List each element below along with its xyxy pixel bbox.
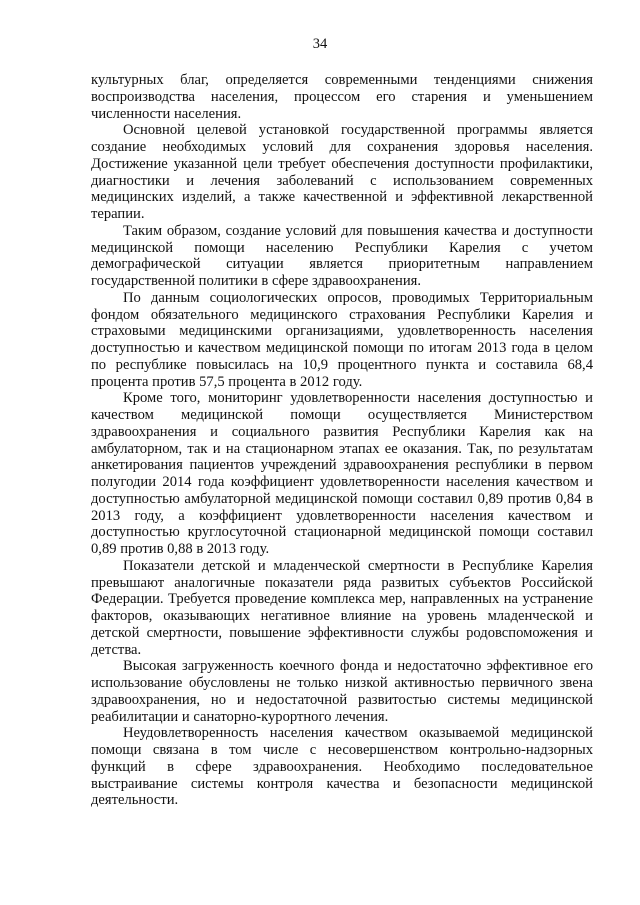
paragraph-mortality: Показатели детской и младенческой смертности в Республике Карелия превышают аналогичные показатели ряда развитых субъектов Российской Федерации. Требуется проведение комплекса мер, направленных на устранение факторов, оказывающих негативное влияние на уровень младенческой и детской смертности, повышение эффективности службы родовспоможения и детства. [91, 557, 593, 658]
page-number: 34 [312, 36, 328, 52]
paragraph-bed-capacity: Высокая загруженность коечного фонда и недостаточно эффективное его использование обусловлены не только низкой активностью первичного звена здравоохранения, но и недостаточной развитостью системы медицинской реабилитации и санаторно-курортного лечения. [91, 658, 593, 725]
paragraph-monitoring: Кроме того, мониторинг удовлетворенности населения доступностью и качеством медицинской помощи осуществляется Министерством здравоохранения и социального развития Республики Карелия как на амбулаторном, так и на стационарном этапах ее оказания. Так, по результатам анкетирования пациентов учреждений здравоохранения республики в первом полугодии 2014 года коэффициент удовлетворенности населения качеством и доступностью амбулаторной медицинской помощи составил 0,89 против 0,84 в 2013 году, а коэффициент удовлетворенности населения качеством и доступностью круглосуточной стационарной медицинской помощи составил 0,89 против 0,88 в 2013 году. [91, 390, 593, 557]
paragraph-priority: Таким образом, создание условий для повышения качества и доступности медицинской помощи населению Республики Карелия с учетом демографической ситуации является приоритетным направлением государственной политики в сфере здравоохранения. [91, 222, 593, 289]
paragraph-program-goal: Основной целевой установкой государственной программы является создание необходимых условий для сохранения здоровья населения. Достижение указанной цели требует обеспечения доступности профилактики, диагностики и лечения заболеваний с использованием современных медицинских изделий, а также качественной и эффективной лекарственной терапии. [91, 122, 593, 222]
paragraph-continuation: культурных благ, определяется современными тенденциями снижения воспроизводства населения, процессом его старения и уменьшением численности населения. [91, 72, 593, 122]
body-text [91, 72, 593, 809]
paragraph-quality-control: Неудовлетворенность населения качеством оказываемой медицинской помощи связана в том числе с несовершенством контрольно-надзорных функций в сфере здравоохранения. Необходимо последовательное выстраивание системы контроля качества и безопасности медицинской деятельности. [91, 725, 593, 809]
paragraph-survey-results: По данным социологических опросов, проводимых Территориальным фондом обязательного медицинского страхования Республики Карелия и страховыми медицинскими организациями, удовлетворенность населения доступностью и качеством медицинской помощи по итогам 2013 года в целом по республике повысилась на 10,9 процентного пункта и составила 68,4 процента против 57,5 процента в 2012 году. [91, 289, 593, 390]
